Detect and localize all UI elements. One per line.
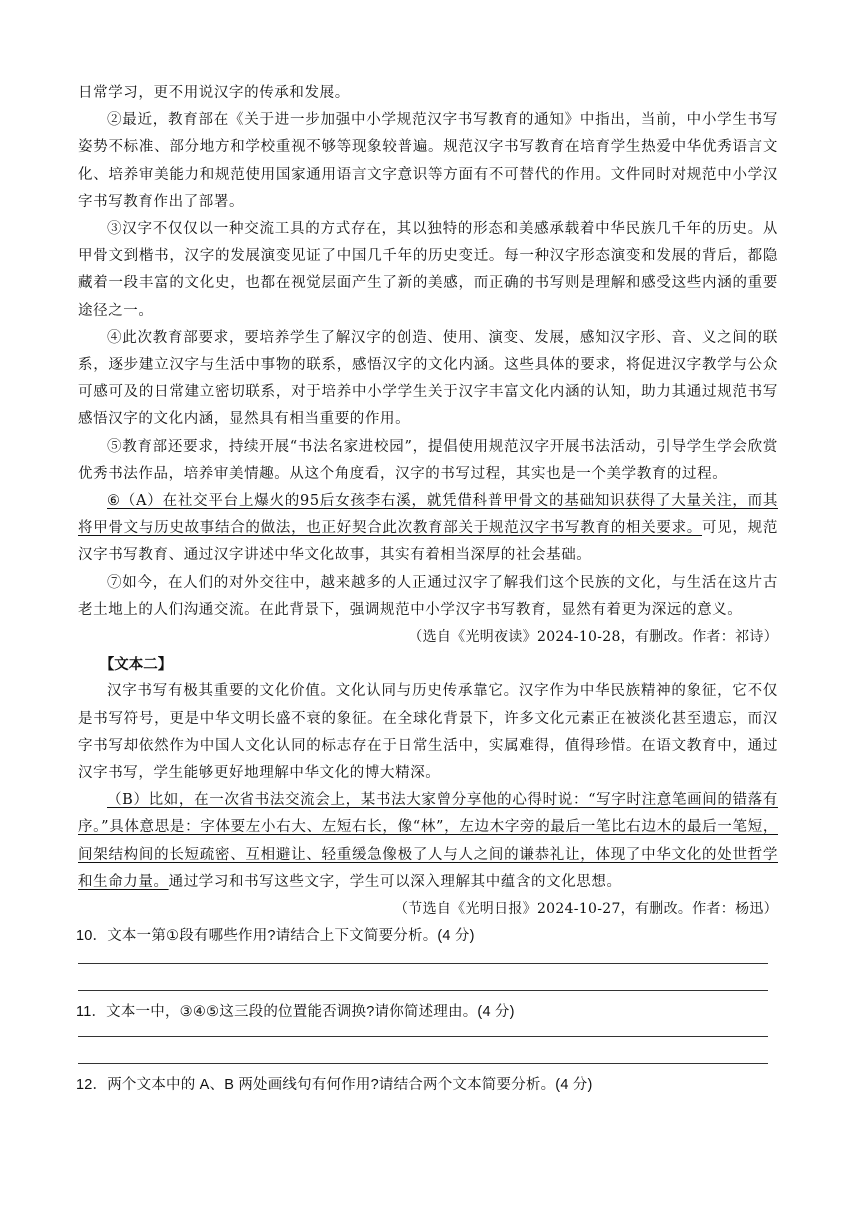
paragraph-6: [78, 488, 778, 570]
underlined-sentence-b: （B）比如，在一次省书法交流会上，某书法大家曾分享他的心得时说：“写字时注意笔画间的错落有序。”具体意思是：字体要左小右大、左短右长，像“林”，左边木字旁的最后一笔比右边木的最后一笔短，间架结构间的长短疏密、互相避让、轻重缓急像极了人与人之间的谦恭礼让，体现了中华文化的处世哲学和生命力量。: [78, 792, 778, 890]
text2-paragraph-1: 汉字书写有极其重要的文化价值。文化认同与历史传承靠它。汉字作为中华民族精神的象征，它不仅是书写符号，更是中华文明长盛不衰的象征。在全球化背景下，许多文化元素正在被淡化甚至遗忘，而汉字书写却依然作为中国人文化认同的标志存在于日常生活中，实属难得，值得珍惜。在语文教育中，通过汉字书写，学生能够更好地理解中华文化的博大精深。: [78, 683, 778, 782]
question-12: 12．两个文本中的 A、B 两处画线句有何作用?请结合两个文本简要分析。(4 分): [76, 1076, 593, 1093]
underlined-sentence-a: ⑥（A）在社交平台上爆火的95后女孩李右溪，就凭借科普甲骨文的基础知识获得了大量关注，而其将甲骨文与历史故事结合的做法，也正好契合此次教育部关于规范汉字书写教育的相关要求。: [78, 493, 778, 537]
text2-paragraph-2: [78, 787, 778, 896]
paragraph-3: ③汉字不仅仅以一种交流工具的方式存在，其以独特的形态和美感承载着中华民族几千年的历史。从甲骨文到楷书，汉字的发展演变见证了中国几千年的历史变迁。每一种汉字形态演变和发展的背后，都隐藏着一段丰富的文化史，也都在视觉层面产生了新的美感，而正确的书写则是理解和感受这些内涵的重要途径之一。: [78, 221, 778, 319]
question-11: 11．文本一中，③④⑤这三段的位置能否调换?请你简述理由。(4 分): [76, 1003, 515, 1020]
text2-heading: 【文本二】: [99, 656, 173, 674]
paragraph-1-tail: 日常学习，更不用说汉字的传承和发展。: [78, 85, 350, 101]
exam-page: [78, 82, 778, 1099]
paragraph-5: ⑤教育部还要求，持续开展“书法名家进校园”，提倡使用规范汉字开展书法活动，引导学生学会欣赏优秀书法作品，培养审美情趣。从这个角度看，汉字的书写过程，其实也是一个美学教育的过程。: [78, 438, 778, 482]
text2-paragraph-2-rest: 通过学习和书写这些文字，学生可以深入理解其中蕴含的文化思想。: [168, 873, 622, 890]
paragraph-4: ④此次教育部要求，要培养学生了解汉字的创造、使用、演变、发展，感知汉字形、音、义之间的联系，逐步建立汉字与生活中事物的联系，感悟汉字的文化内涵。这些具体的要求，将促进汉字教学与公众可感可及的日常建立密切联系，对于培养中小学学生关于汉字丰富文化内涵的认知，助力其通过规范书写感悟汉字的文化内涵，显然具有相当重要的作用。: [78, 329, 778, 428]
question-10: 10．文本一第①段有哪些作用?请结合上下文简要分析。(4 分): [76, 928, 475, 945]
paragraph-2: ②最近，教育部在《关于进一步加强中小学规范汉字书写教育的通知》中指出，当前，中小学生书写姿势不标准、部分地方和学校重视不够等现象较普遍。规范汉字书写教育在培育学生热爱中华优秀语言文化、培养审美能力和规范使用国家通用语言文字意识等方面有不可替代的作用。文件同时对规范中小学汉字书写教育作出了部署。: [78, 112, 778, 210]
paragraph-6-rest: 可见，规范汉字书写教育、通过汉字讲述中华文化故事，其实有着相当深厚的社会基础。: [78, 520, 778, 564]
text2-source: （节选自《光明日报》2024-10-27，有删改。作者：杨迅）: [393, 901, 778, 918]
paragraph-7: ⑦如今，在人们的对外交往中，越来越多的人正通过汉字了解我们这个民族的文化，与生活在这片古老土地上的人们沟通交流。在此背景下，强调规范中小学汉字书写教育，显然有着更为深远的意义。: [78, 574, 778, 618]
text1-source: （选自《光明夜读》2024-10-28，有删改。作者：祁诗）: [408, 629, 778, 646]
